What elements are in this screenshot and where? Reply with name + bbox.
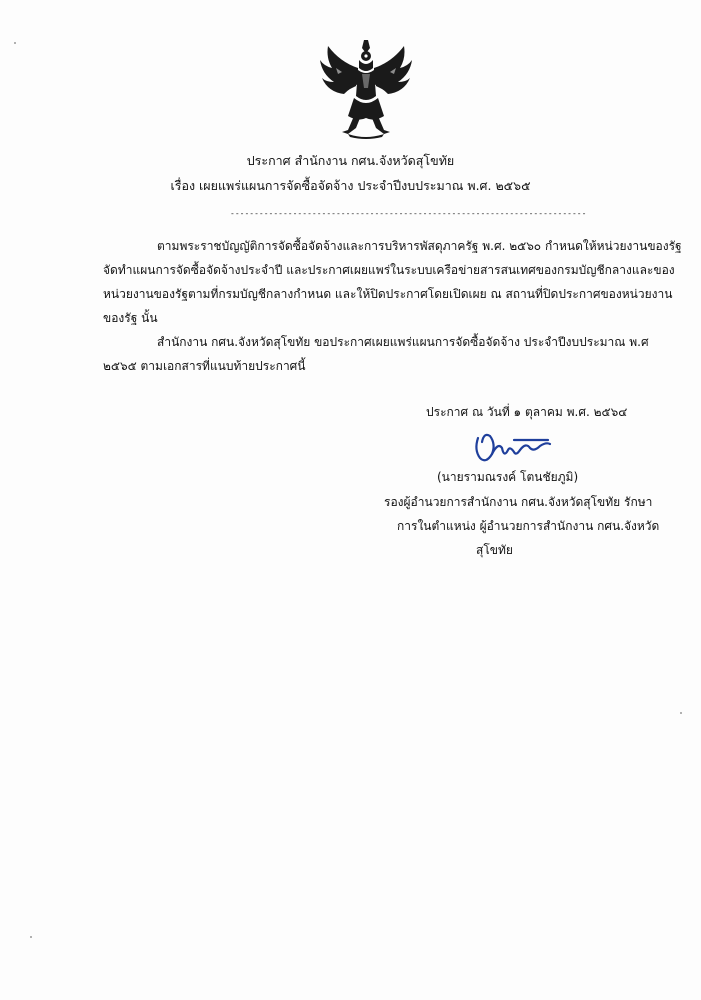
signatory-position-line: รองผู้อำนวยการสำนักงาน กศน.จังหวัดสุโขทัย รักษา	[384, 495, 653, 509]
paragraph-2-line: ๒๕๖๕ ตามเอกสารที่แนบท้ายประกาศนี้	[103, 359, 306, 373]
garuda-emblem-icon	[318, 38, 414, 138]
paragraph-1-line: จัดทำแผนการจัดซื้อจัดจ้างประจำปี และประกาศเผยแพร่ในระบบเครือข่ายสารสนเทศของกรมบัญชีกลางและของ	[103, 263, 675, 277]
paragraph-2-line: สำนักงาน กศน.จังหวัดสุโขทัย ขอประกาศเผยแพร่แผนการจัดซื้อจัดจ้าง ประจำปีงบประมาณ พ.ศ	[157, 335, 649, 349]
announcement-subject: เรื่อง เผยแพร่แผนการจัดซื้อจัดจ้าง ประจำปีงบประมาณ พ.ศ. ๒๕๖๕	[170, 178, 531, 193]
paragraph-1-line: ตามพระราชบัญญัติการจัดซื้อจัดจ้างและการบริหารพัสดุภาครัฐ พ.ศ. ๒๕๖๐ กำหนดให้หน่วยงานของรัฐ	[157, 239, 682, 253]
announcement-date: ประกาศ ณ วันที่ ๑ ตุลาคม พ.ศ. ๒๕๖๔	[426, 405, 628, 419]
signatory-name: (นายรามณรงค์ โตนชัยภูมิ)	[437, 470, 579, 484]
scan-speck	[14, 42, 16, 44]
handwritten-signature	[470, 428, 552, 468]
signatory-position-line: การในตำแหน่ง ผู้อำนวยการสำนักงาน กศน.จังหวัด	[397, 519, 660, 533]
signatory-position-line: สุโขทัย	[476, 543, 513, 557]
paragraph-1-line: หน่วยงานของรัฐตามที่กรมบัญชีกลางกำหนด และให้ปิดประกาศโดยเปิดเผย ณ สถานที่ปิดประกาศของหน่วยงาน	[103, 287, 673, 301]
scan-speck	[30, 936, 32, 938]
divider-line: --------------------------------------------------------------------------	[230, 209, 587, 218]
paragraph-1-line: ของรัฐ นั้น	[103, 311, 158, 325]
scan-speck	[680, 712, 682, 714]
announcement-title: ประกาศ สำนักงาน กศน.จังหวัดสุโขทัย	[246, 153, 455, 168]
